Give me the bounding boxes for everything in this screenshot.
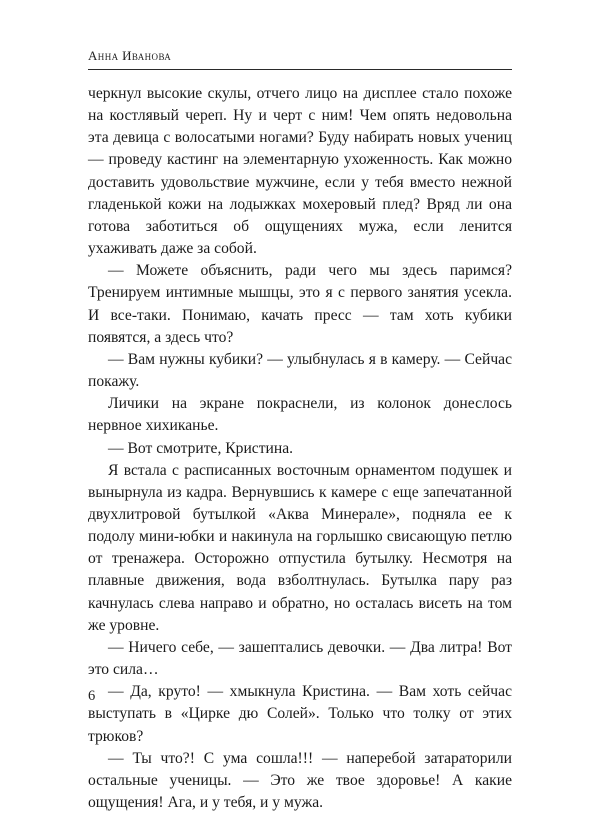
paragraph: — Да, круто! — хмыкнула Кристина. — Вам хоть сейчас выступать в «Цирке дю Солей». Только что толку от этих трюков? bbox=[88, 683, 512, 745]
paragraph: Я встала с расписанных восточным орнаментом подушек и вынырнула из кадра. Вернувшись к камере с еще запечатанной двухлитровой бутылкой «Аква Минерале», подняла ее к подолу мини-юбки и накинула на горлышко свисающую петлю от тренажера. Осторожно отпустила бутылку. Несмотря на плавные движения, вода взболтнулась. Бутылка пару раз качнулась слева направо и обратно, но осталась висеть на том же уровне. bbox=[88, 461, 512, 634]
paragraph: черкнул высокие скулы, отчего лицо на дисплее стало похоже на костлявый череп. Ну и черт с ним! Чем опять недовольна эта девица с волосатыми ногами? Буду набирать новых учениц — проведу кастинг на элементарную ухоженность. Как можно доставить удовольствие мужчине, если у тебя вместо нежной гладенькой кожи на лодыжках мохеровый плед? Вряд ли она готова заботиться об ощущениях мужа, если ленится ухаживать даже за собой. bbox=[88, 85, 512, 258]
body-text bbox=[88, 83, 512, 814]
paragraph: — Ничего себе, — зашептались девочки. — Два литра! Вот это сила… bbox=[88, 638, 512, 679]
running-header-author: Анна Иванова bbox=[88, 48, 172, 63]
paragraph: — Вам нужны кубики? — улыбнулась я в камеру. — Сейчас покажу. bbox=[88, 350, 512, 391]
paragraph: — Вот смотрите, Кристина. bbox=[108, 439, 294, 457]
header-rule bbox=[88, 69, 512, 70]
paragraph: — Ты что?! С ума сошла!!! — наперебой затараторили остальные ученицы. — Это же твое здоровье! А какие ощущения! Ага, и у тебя, и у мужа. bbox=[88, 749, 512, 811]
paragraph: Личики на экране покраснели, из колонок донеслось нервное хихиканье. bbox=[88, 395, 512, 435]
paragraph: — Можете объяснить, ради чего мы здесь паримся? Тренируем интимные мышцы, это я с первого занятия усекла. И все-таки. Понимаю, качать пресс — там хоть кубики появятся, а здесь что? bbox=[88, 262, 512, 346]
page-number: 6 bbox=[88, 688, 96, 704]
